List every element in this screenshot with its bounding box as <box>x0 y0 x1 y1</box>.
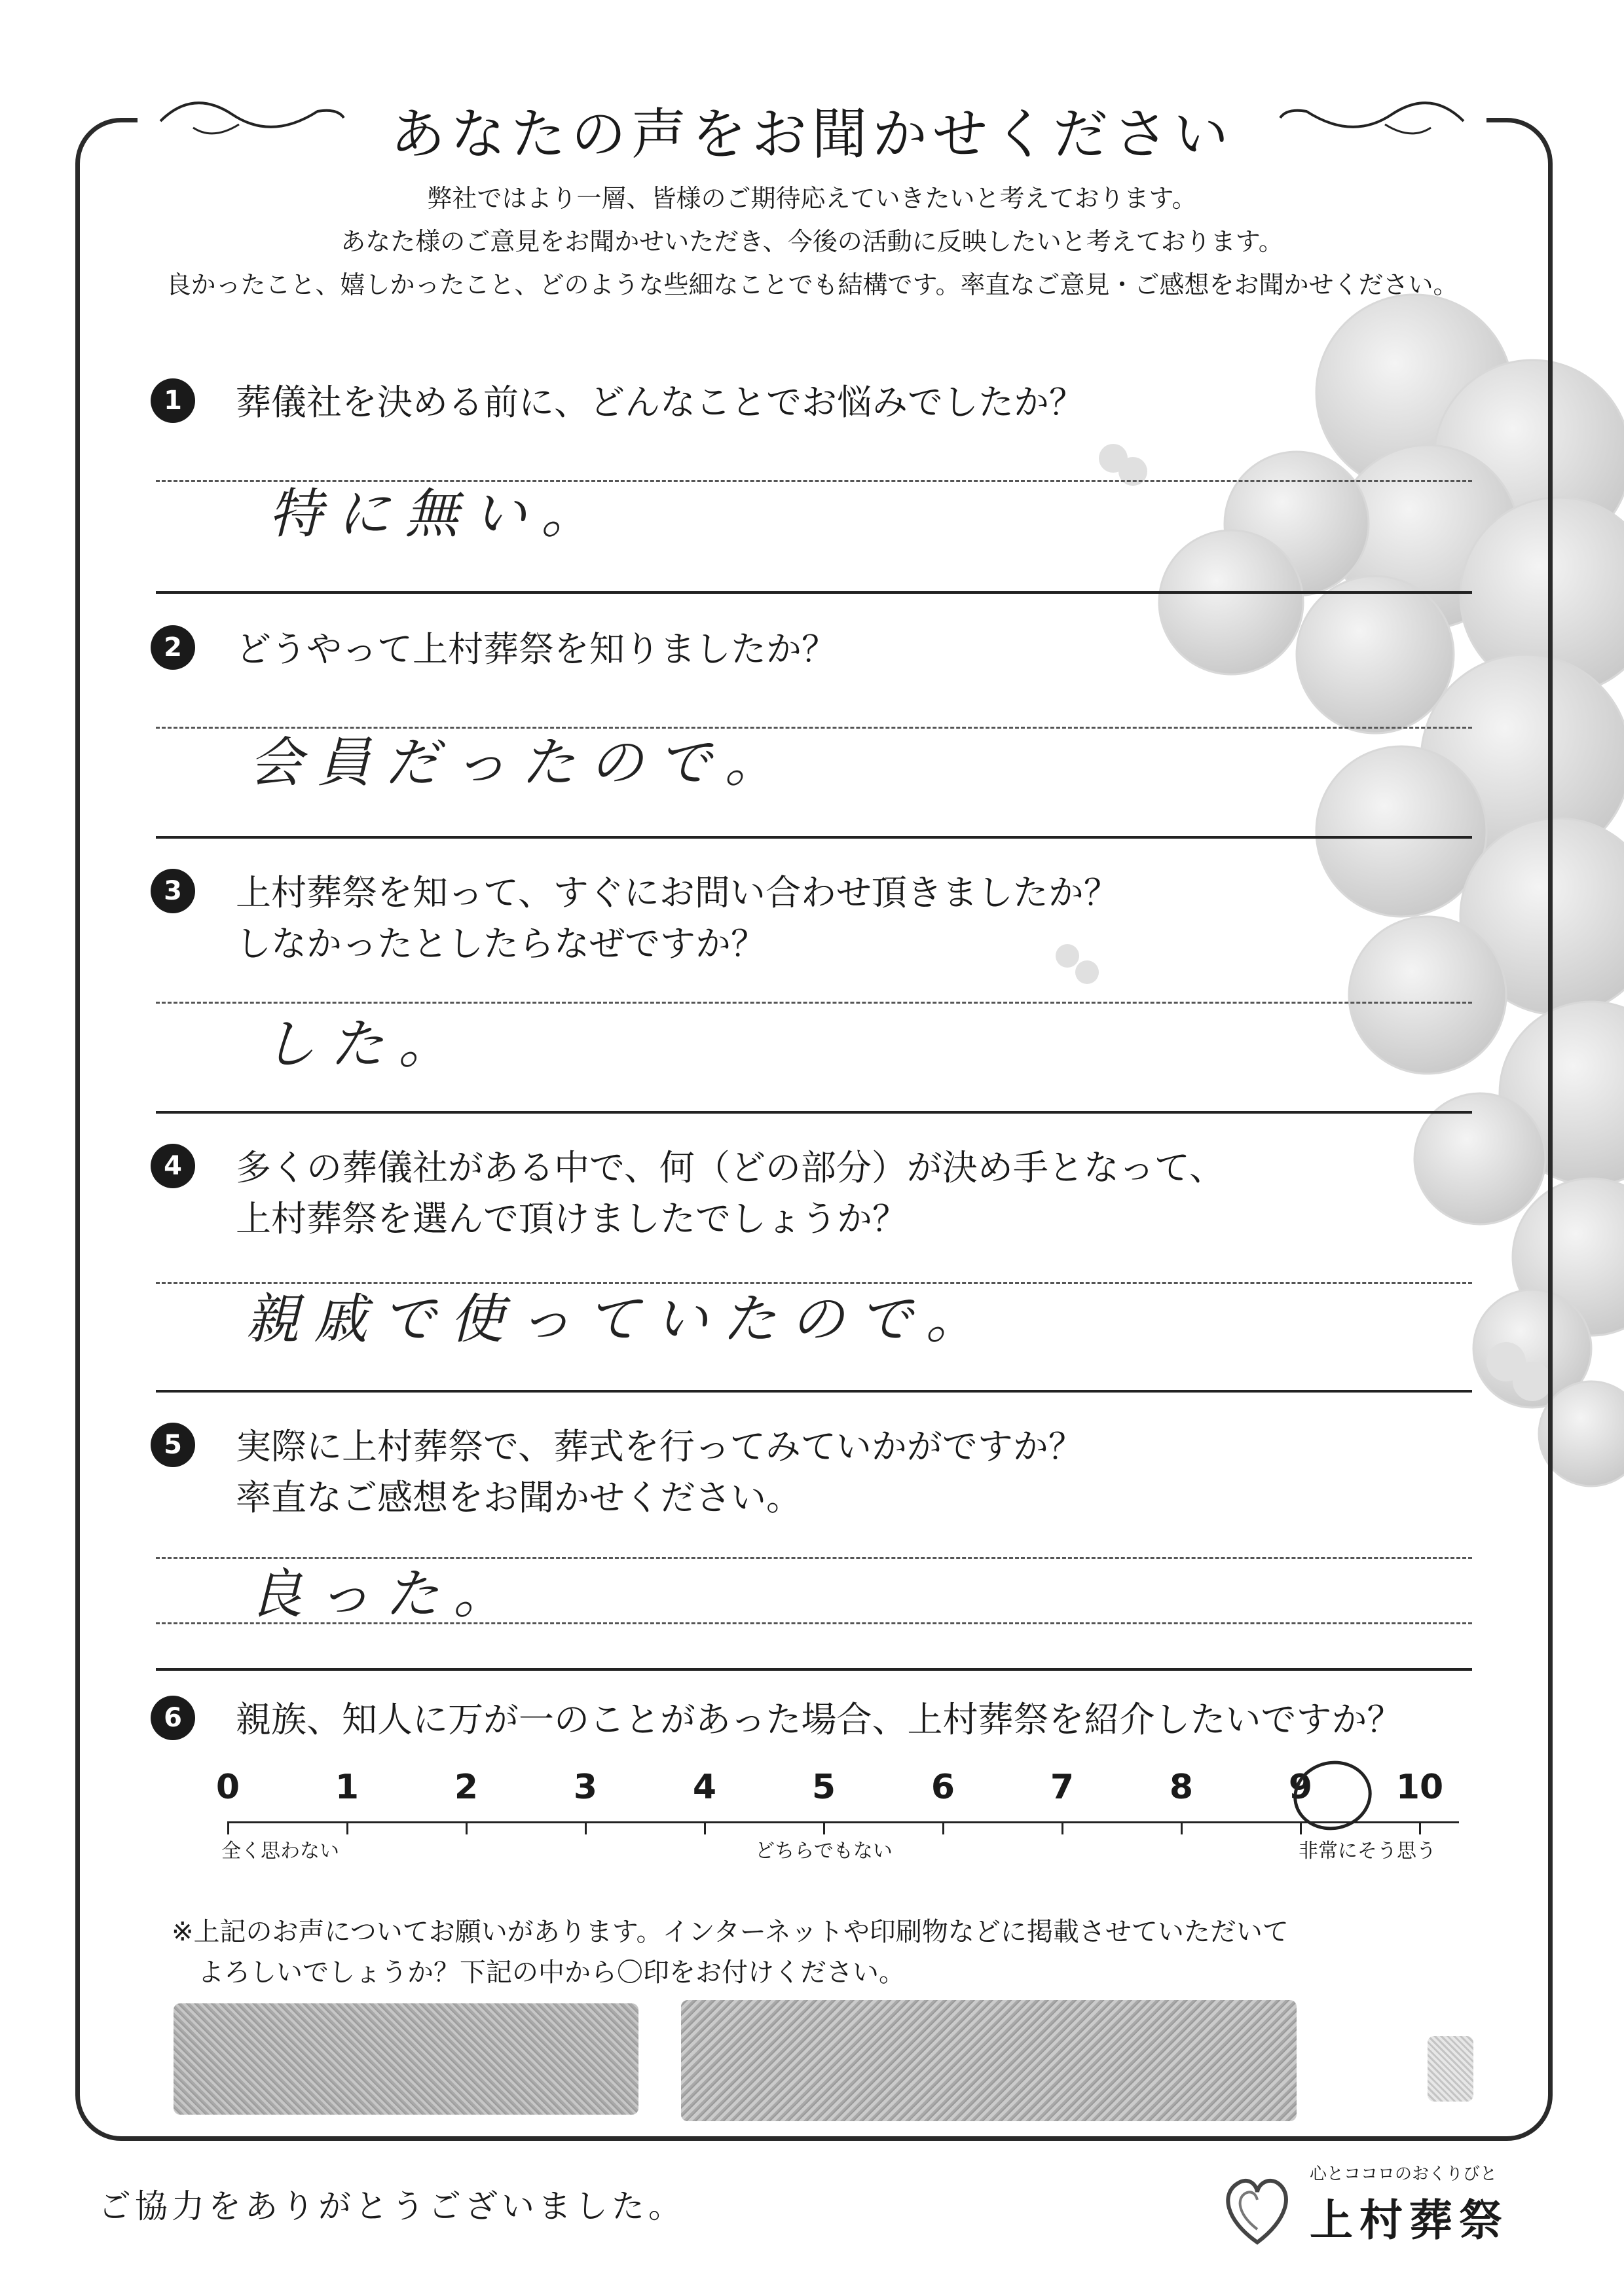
handwritten-answer-2: 会員だったので。 <box>249 732 793 794</box>
redacted-area <box>681 2000 1297 2121</box>
question-line: 実際に上村葬祭で、葬式を行ってみていかがですか？ <box>236 1426 1084 1467</box>
scale-axis-line <box>228 1821 1459 1823</box>
section-divider <box>156 1390 1472 1393</box>
logo-tagline: 心とココロのおくりびと <box>1310 2164 1498 2184</box>
scale-number: 4 <box>692 1768 717 1807</box>
answer-guide-line <box>156 1622 1472 1624</box>
scale-tick <box>585 1821 587 1834</box>
section-divider <box>156 836 1472 839</box>
scale-tick <box>942 1821 944 1834</box>
page-title: あなたの声をお聞かせください <box>390 102 1234 166</box>
handwritten-answer-5: 良った。 <box>249 1563 521 1626</box>
recommendation-scale <box>215 1768 1459 1872</box>
question-line: 上村葬祭を知って、すぐにお問い合わせ頂きましたか？ <box>236 872 1119 913</box>
question-number-badge: 6 <box>151 1696 195 1740</box>
intro-line: あなた様のご意見をお聞かせいただき、今後の活動に反映したいと考えております。 <box>341 227 1283 256</box>
thanks-message: ご協力をありがとうございました。 <box>98 2187 685 2225</box>
redacted-area <box>1428 2036 1473 2102</box>
scale-number: 7 <box>1050 1768 1075 1807</box>
scale-label-left: 全く思わない <box>221 1840 339 1863</box>
scale-number: 9 <box>1288 1768 1313 1807</box>
heart-logo-icon <box>1218 2167 1297 2252</box>
publication-consent-note <box>172 1912 1289 1993</box>
handwritten-answer-1: 特に無い。 <box>268 483 609 545</box>
question-number-badge: 1 <box>151 378 195 423</box>
logo-name: 上村葬祭 <box>1310 2195 1509 2246</box>
question-text <box>236 867 1119 970</box>
scale-number: 2 <box>454 1768 479 1807</box>
question-line: 上村葬祭を選んで頂けましたでしょうか？ <box>236 1198 908 1239</box>
scale-tick <box>1300 1821 1302 1834</box>
scale-number: 6 <box>931 1768 955 1807</box>
scale-number: 8 <box>1169 1768 1194 1807</box>
company-logo <box>1218 2160 1526 2259</box>
scale-tick <box>1419 1821 1421 1834</box>
scale-tick <box>704 1821 706 1834</box>
scale-tick <box>227 1821 229 1834</box>
question-line: 率直なご感想をお聞かせください。 <box>236 1477 802 1518</box>
question-text <box>236 1142 1225 1245</box>
scale-number: 10 <box>1395 1768 1444 1807</box>
scale-number: 1 <box>335 1768 360 1807</box>
question-number-badge: 2 <box>151 625 195 670</box>
question-number-badge: 4 <box>151 1144 195 1188</box>
question-number-badge: 5 <box>151 1423 195 1467</box>
intro-line: 弊社ではより一層、皆様のご期待応えていきたいと考えております。 <box>427 184 1197 213</box>
scale-label-mid: どちらでもない <box>755 1840 893 1863</box>
scale-number: 3 <box>573 1768 598 1807</box>
intro-line: 良かったこと、嬉しかったこと、どのような些細なことでも結構です。率直なご意見・ご感想をお聞かせください。 <box>166 270 1458 299</box>
scale-tick <box>823 1821 825 1834</box>
scale-tick <box>1061 1821 1063 1834</box>
note-line: ※上記のお声についてお願いがあります。インターネットや印刷物などに掲載させていただいて <box>172 1917 1289 1947</box>
scale-tick <box>346 1821 348 1834</box>
scale-tick <box>1181 1821 1183 1834</box>
scale-tick <box>466 1821 468 1834</box>
question-text <box>236 1421 1084 1523</box>
section-divider <box>156 1111 1472 1114</box>
question-text: どうやって上村葬祭を知りましたか？ <box>236 629 837 670</box>
redacted-area <box>174 2003 638 2115</box>
section-divider <box>156 591 1472 594</box>
question-text: 親族、知人に万が一のことがあった場合、上村葬祭を紹介したいですか？ <box>236 1699 1403 1740</box>
handwritten-answer-3: した。 <box>262 1013 466 1076</box>
question-line: しなかったとしたらなぜですか？ <box>236 923 766 964</box>
scale-label-right: 非常にそう思う <box>1299 1840 1436 1863</box>
handwritten-answer-4: 親戚で使っていたので。 <box>246 1288 994 1351</box>
section-divider <box>156 1668 1472 1671</box>
question-text: 葬儀社を決める前に、どんなことでお悩みでしたか？ <box>236 382 1084 423</box>
note-line: よろしいでしょうか？下記の中から〇印をお付けください。 <box>198 1958 905 1988</box>
intro-text <box>0 177 1624 306</box>
question-line: 多くの葬儀社がある中で、何（どの部分）が決め手となって、 <box>236 1147 1225 1188</box>
question-number-badge: 3 <box>151 869 195 913</box>
scale-number: 5 <box>811 1768 836 1807</box>
scale-number: 0 <box>215 1768 240 1807</box>
